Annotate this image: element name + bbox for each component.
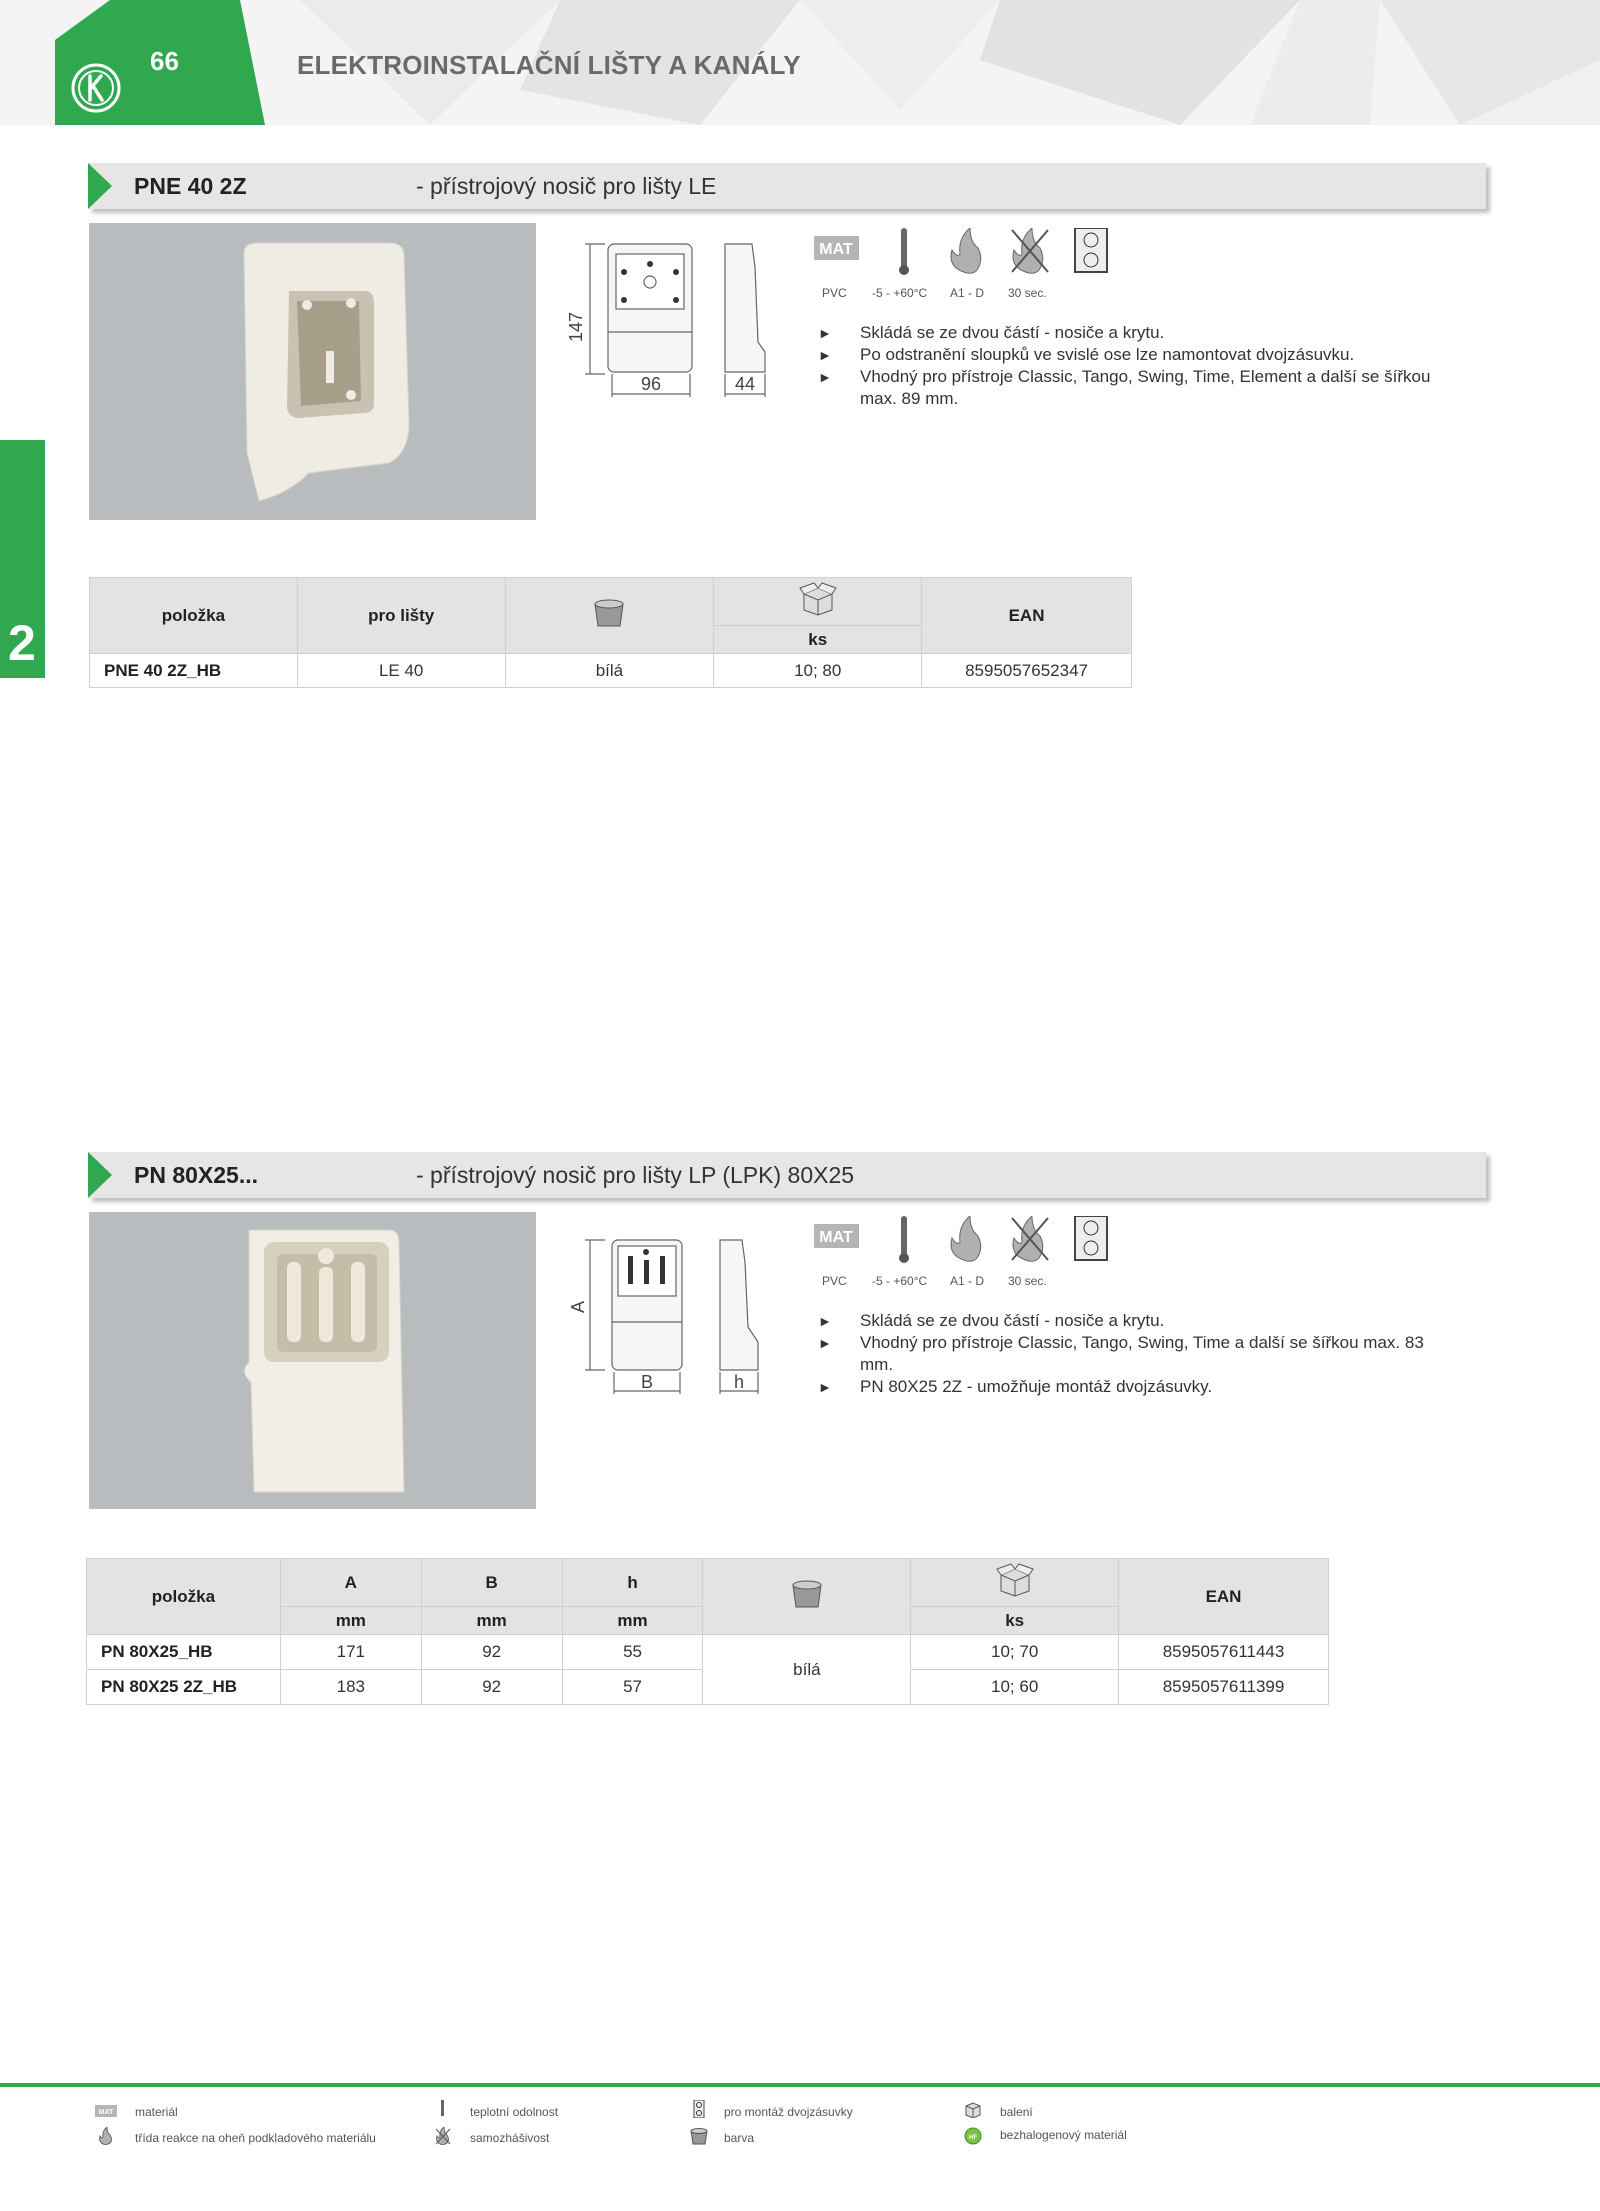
packaging-box-icon [995,1563,1035,1597]
svg-text:HF: HF [969,2135,977,2141]
color-bucket-icon [592,598,626,628]
product-description: - přístrojový nosič pro lišty LE [416,173,717,199]
cell-h: 57 [562,1670,703,1705]
footer-divider [0,2083,1600,2087]
col-a: A [280,1559,421,1607]
feature-item: ► Po odstranění sloupků ve svislé ose lze namontovat dvojzásuvku. [818,345,1355,364]
section-arrow-icon [88,1152,112,1198]
svg-text:MAT: MAT [98,2109,114,2116]
packaging-box-icon [798,582,838,616]
feature-item: ► Skládá se ze dvou částí - nosiče a krytu. [818,1311,1165,1330]
double-socket-icon [1075,1216,1107,1260]
cell-item: PN 80X25 2Z_HB [87,1670,281,1705]
temperature-value: -5 - +60°C [872,1274,928,1288]
col-ean: EAN [922,578,1132,654]
legend-temperature: teplotní odolnost [470,2105,559,2119]
page-number: 66 [150,46,179,76]
technical-drawing [560,232,780,407]
dimension-height: 147 [566,311,586,343]
product-code: PNE 40 2Z [134,173,247,199]
self-extinguishing-value: 30 sec. [1008,286,1047,300]
col-h-unit: mm [562,1607,703,1635]
section-title-bar [88,1152,1486,1198]
feature-list [818,322,1458,410]
device-carrier-image [89,1212,536,1509]
section-title-bar [88,163,1486,209]
cell-ean: 8595057652347 [922,654,1132,688]
self-extinguishing-icon [1012,1216,1048,1261]
flame-icon [951,228,981,273]
section-arrow-icon [88,163,112,209]
col-b-unit: mm [421,1607,562,1635]
chapter-tab [0,440,45,678]
cell-color: bílá [703,1635,911,1705]
chapter-number: 2 [8,615,36,671]
col-h: h [562,1559,703,1607]
mat-icon-label: MAT [819,1229,853,1246]
product-description: - přístrojový nosič pro lišty LP (LPK) 80X25 [416,1162,855,1188]
legend-halogen-free: bezhalogenový materiál [1000,2128,1127,2142]
col-item: položka [90,578,298,654]
cell-pcs: 10; 60 [911,1670,1119,1705]
material-value: PVC [822,286,847,300]
feature-item: ► Vhodný pro přístroje Classic, Tango, Swing, Time, Element a další se šířkou max. 89 mm. [818,367,1431,408]
product-photo [89,1212,536,1509]
technical-drawing [560,1232,780,1402]
self-extinguishing-icon [1012,228,1048,273]
double-socket-icon [1075,228,1107,272]
cell-ean: 8595057611443 [1119,1635,1329,1670]
product-table [89,577,1132,688]
col-packaging [714,578,922,626]
halogen-free-icon [962,2127,984,2145]
cell-ean: 8595057611399 [1119,1670,1329,1705]
cell-a: 171 [280,1635,421,1670]
self-extinguishing-icon [432,2127,454,2145]
color-bucket-icon [688,2127,710,2145]
dimension-depth: 44 [734,374,756,394]
thermometer-icon [432,2100,454,2118]
col-pcs-unit: ks [714,626,922,654]
self-extinguishing-value: 30 sec. [1008,1274,1047,1288]
col-pcs-unit: ks [911,1607,1119,1635]
double-socket-icon [688,2100,710,2118]
col-color [505,578,714,654]
product-table [86,1558,1329,1705]
page-title: ELEKTROINSTALAČNÍ LIŠTY A KANÁLY [297,50,801,80]
mat-icon [95,2102,117,2120]
color-bucket-icon [790,1579,824,1609]
temperature-value: -5 - +60°C [872,286,928,300]
dimension-height: A [568,1300,588,1314]
legend-fire-class: třída reakce na oheň podkladového materiálu [135,2131,376,2145]
thermometer-icon [899,1216,909,1263]
material-value: PVC [822,1274,847,1288]
dimension-depth: h [733,1372,745,1392]
product-photo [89,223,536,520]
table-row [87,1635,1329,1670]
col-packaging [911,1559,1119,1607]
col-b: B [421,1559,562,1607]
company-logo [70,62,122,114]
legend-double-socket: pro montáž dvojzásuvky [724,2105,853,2119]
cell-item: PNE 40 2Z_HB [90,654,298,688]
legend-packaging: balení [1000,2105,1033,2119]
feature-item: ► Skládá se ze dvou částí - nosiče a krytu. [818,323,1165,342]
col-a-unit: mm [280,1607,421,1635]
cell-h: 55 [562,1635,703,1670]
cell-b: 92 [421,1635,562,1670]
legend-color: barva [724,2131,755,2145]
cell-for-rails: LE 40 [297,654,505,688]
cell-a: 183 [280,1670,421,1705]
col-item: položka [87,1559,281,1635]
cell-color: bílá [505,654,714,688]
thermometer-icon [899,228,909,275]
cell-pcs: 10; 80 [714,654,922,688]
feature-item: ► Vhodný pro přístroje Classic, Tango, Swing, Time a další se šířkou max. 83 mm. [818,1333,1424,1374]
legend-self-extinguishing: samozhášivost [470,2131,550,2145]
product-code: PN 80X25... [134,1162,259,1188]
col-color [703,1559,911,1635]
feature-item: ► PN 80X25 2Z - umožňuje montáž dvojzásuvky. [818,1377,1213,1396]
mat-icon-label: MAT [819,241,853,258]
property-icons [812,228,1112,278]
fire-class-value: A1 - D [950,286,985,300]
col-ean: EAN [1119,1559,1329,1635]
cell-b: 92 [421,1670,562,1705]
flame-icon [951,1216,981,1261]
col-for-rails: pro lišty [297,578,505,654]
legend-material: materiál [135,2105,178,2119]
dimension-width: B [640,1372,654,1392]
device-carrier-image [89,223,536,520]
cell-item: PN 80X25_HB [87,1635,281,1670]
feature-list [818,1310,1458,1398]
packaging-box-icon [962,2100,984,2118]
cell-pcs: 10; 70 [911,1635,1119,1670]
table-row [90,654,1132,688]
dimension-width: 96 [640,374,662,394]
flame-icon [95,2127,117,2145]
property-icons [812,1216,1112,1266]
fire-class-value: A1 - D [950,1274,985,1288]
